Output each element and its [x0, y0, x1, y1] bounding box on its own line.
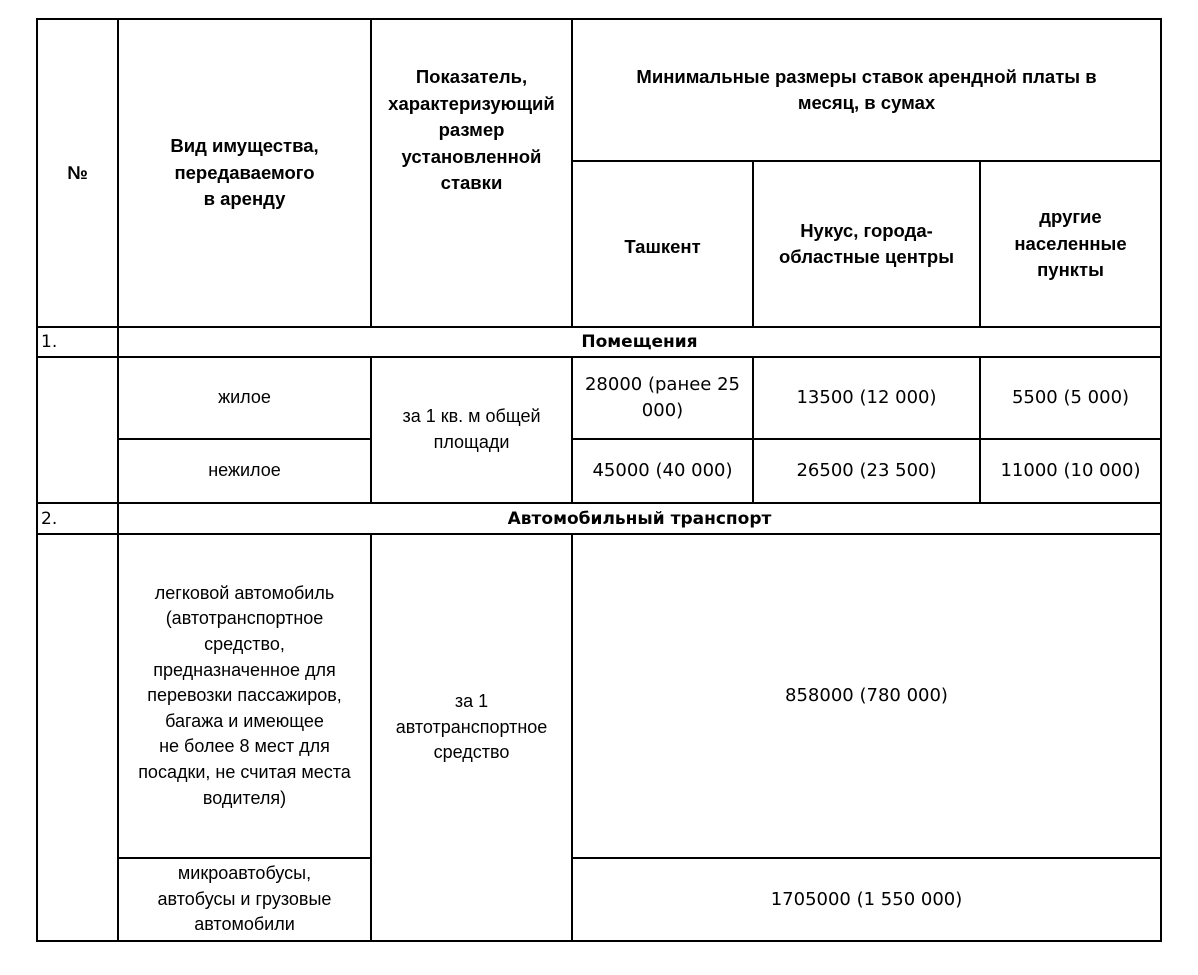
header-number: №	[37, 19, 118, 327]
empty-number-cell	[37, 534, 118, 941]
rate-nukus-cell: 26500 (23 500)	[753, 439, 980, 503]
property-type-cell: микроавтобусы, автобусы и грузовые автомобили	[118, 858, 371, 941]
rate-other-cell: 11000 (10 000)	[980, 439, 1161, 503]
property-type-cell: нежилое	[118, 439, 371, 503]
rate-cell: 858000 (780 000)	[572, 534, 1161, 858]
table-row	[37, 357, 1161, 439]
table-row	[37, 439, 1161, 503]
header-col-nukus: Нукус, города- областные центры	[753, 161, 980, 327]
section-title: Автомобильный транспорт	[118, 503, 1161, 534]
empty-number-cell	[37, 357, 118, 503]
section-number: 1.	[37, 327, 118, 357]
rate-other-cell: 5500 (5 000)	[980, 357, 1161, 439]
property-type-cell: легковой автомобиль (автотранспортное средство, предназначенное для перевозки пассажиров, багажа и имеющее не более 8 мест для посадки, не считая места водителя)	[118, 534, 371, 858]
table-row	[37, 858, 1161, 941]
rate-tashkent-cell: 45000 (40 000)	[572, 439, 753, 503]
rental-rates-table	[36, 18, 1162, 942]
header-property-type: Вид имущества, передаваемого в аренду	[118, 19, 371, 327]
header-rates-title: Минимальные размеры ставок арендной платы в месяц, в сумах	[572, 19, 1161, 161]
indicator-cell: за 1 кв. м общей площади	[371, 357, 572, 503]
header-col-other: другие населенные пункты	[980, 161, 1161, 327]
property-type-cell: жилое	[118, 357, 371, 439]
header-col-tashkent: Ташкент	[572, 161, 753, 327]
rate-nukus-cell: 13500 (12 000)	[753, 357, 980, 439]
table-row	[37, 534, 1161, 858]
rate-cell: 1705000 (1 550 000)	[572, 858, 1161, 941]
header-indicator: Показатель, характеризующий размер установленной ставки	[371, 19, 572, 327]
section-number: 2.	[37, 503, 118, 534]
rate-tashkent-cell: 28000 (ранее 25 000)	[572, 357, 753, 439]
indicator-cell: за 1 автотранспортное средство	[371, 534, 572, 941]
section-title: Помещения	[118, 327, 1161, 357]
